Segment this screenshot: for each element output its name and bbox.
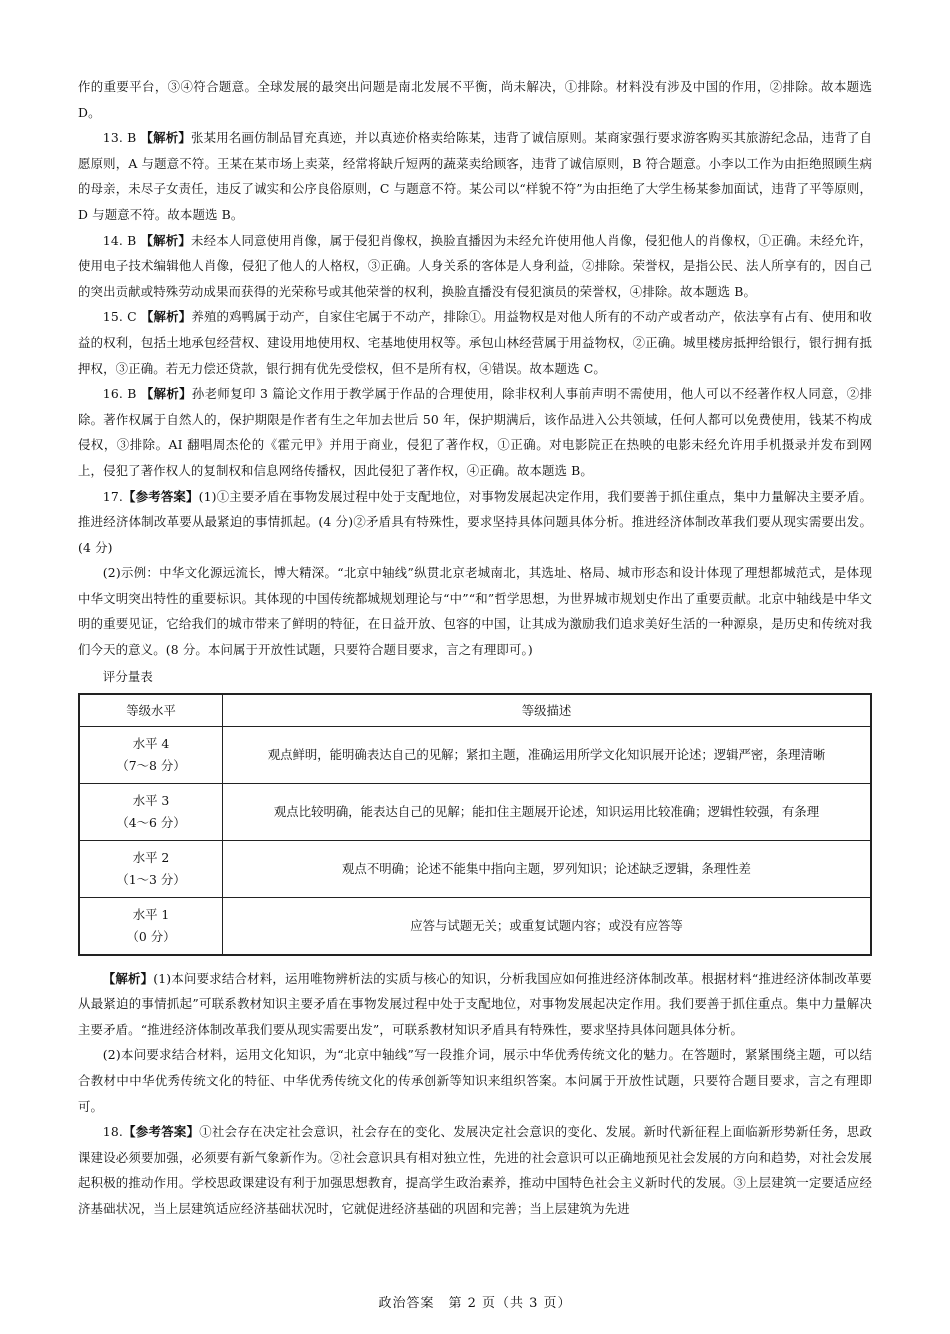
level-points: （7～8 分） — [116, 757, 186, 773]
paragraph-q17 — [78, 484, 872, 561]
reference-answer-text: (1)①主要矛盾在事物发展过程中处于支配地位，对事物发展起决定作用，我们要善于抓住重点，集中力量解决主要矛盾。推进经济体制改革要从最紧迫的事情抓起。(4 分)②矛盾具有特殊性，要求坚持具体问题具体分析。推进经济体制改革我们要从现实需要出发。(4 分) — [78, 488, 872, 555]
paragraph-q13 — [78, 125, 872, 227]
level-name: 水平 4 — [132, 735, 170, 751]
level-points: （4～6 分） — [116, 814, 186, 830]
analysis-text: 张某用名画仿制品冒充真迹，并以真迹价格卖给陈某，违背了诚信原则。某商家强行要求游客购买其旅游纪念品，违背了自愿原则，A 与题意不符。王某在某市场上卖菜，经常将缺斤短两的蔬菜卖给顾客，违背了诚信原则，B 符合题意。小李以工作为由拒绝照顾生病的母亲，未尽子女责任，违反了诚实和公序良俗原则，C 与题意不符。某公司以“样貌不符”为由拒绝了大学生杨某参加面试，违背了平等原则，D 与题意不符。故本题选 B。 — [78, 130, 872, 222]
level-name: 水平 1 — [132, 906, 170, 922]
description-cell: 观点不明确；论述不能集中指向主题，罗列知识；论述缺乏逻辑，条理性差 — [223, 840, 872, 897]
paragraph-q12-end: 作的重要平台，③④符合题意。全球发展的最突出问题是南北发展不平衡，尚未解决，①排除。材料没有涉及中国的作用，②排除。故本题选 D。 — [78, 79, 872, 120]
analysis-text: 养殖的鸡鸭属于动产，自家住宅属于不动产，排除①。用益物权是对他人所有的不动产或者动产，依法享有占有、使用和收益的权利，包括土地承包经营权、建设用地使用权、宅基地使用权等。承包山林经营属于用益物权，②正确。城里楼房抵押给银行，银行拥有抵押权，③正确。若无力偿还贷款，银行拥有优先受偿权，但不是所有权，④错误。故本题选 C。 — [78, 309, 873, 376]
answer-number: 14. B — [102, 232, 137, 248]
analysis-tag: 【解析】 — [140, 386, 192, 402]
level-points: （1～3 分） — [116, 871, 186, 887]
paragraph-q14 — [78, 228, 872, 305]
level-cell — [79, 897, 223, 955]
analysis-tag: 【解析】 — [102, 970, 154, 986]
table-caption: 评分量表 — [102, 668, 153, 684]
answer-number: 16. B — [102, 386, 137, 402]
analysis-tag: 【解析】 — [140, 309, 192, 325]
table-row — [79, 840, 871, 897]
analysis-text: 未经本人同意使用肖像，属于侵犯肖像权，换脸直播因为未经允许使用他人肖像，侵犯他人的肖像权，①正确。未经允许，使用电子技术编辑他人肖像，侵犯了他人的人格权，③正确。人身关系的客体是人身利益，②排除。荣誉权，是指公民、法人所享有的，因自己的突出贡献或特殊劳动成果而获得的光荣称号或其他荣誉的权利，换脸直播没有侵犯演员的荣誉权，④排除。故本题选 B。 — [78, 232, 872, 299]
paragraph-q16 — [78, 381, 872, 483]
paragraph-q17-analysis — [78, 966, 872, 1043]
description-cell: 观点鲜明，能明确表达自己的见解；紧扣主题，准确运用所学文化知识展开论述；逻辑严密，条理清晰 — [223, 726, 872, 783]
level-points: （0 分） — [126, 928, 176, 944]
header-level: 等级水平 — [79, 694, 223, 727]
table-row — [79, 897, 871, 955]
paragraph-q15 — [78, 304, 872, 381]
analysis-tag: 【解析】 — [140, 130, 191, 146]
level-name: 水平 2 — [132, 849, 170, 865]
answer-number: 18. — [102, 1124, 123, 1140]
level-name: 水平 3 — [132, 792, 170, 808]
level-cell — [79, 840, 223, 897]
header-description: 等级描述 — [223, 694, 872, 727]
paragraph-q18 — [78, 1119, 872, 1221]
reference-answer-text: ①社会存在决定社会意识，社会存在的变化、发展决定社会意识的变化、发展。新时代新征程上面临新形势新任务，思政课建设必须要加强，必须要有新气象新作为。②社会意识具有相对独立性，先进的社会意识可以正确地预见社会发展的方向和趋势，对社会发展起积极的推动作用。学校思政课建设有利于加强思想教育，提高学生政治素养，推动中国特色社会主义新时代的发展。③上层建筑一定要适应经济基础状况，当上层建筑适应经济基础状况时，它就促进经济基础的巩固和完善；当上层建筑为先进 — [78, 1124, 872, 1216]
analysis-text: 孙老师复印 3 篇论文作用于教学属于作品的合理使用，除非权利人事前声明不需使用，他人可以不经著作权人同意，②排除。著作权属于自然人的，保护期限是作者有生之年加去世后 50 年，保护期满后，该作品进入公共领域，任何人都可以免费使用，钱某不构成侵权，③排除。AI 翻唱周杰伦的《霍元甲》并用于商业，侵犯了著作权，①正确。对电影院正在热映的电影未经允许用手机摄录并发布到网上，侵犯了著作权人的复制权和信息网络传播权，因此侵犯了著作权，④正确。故本题选 B。 — [78, 386, 873, 478]
table-header-row — [79, 694, 871, 727]
reference-answer-tag: 【参考答案】 — [122, 1124, 200, 1140]
description-cell: 应答与试题无关；或重复试题内容；或没有应答等 — [223, 897, 872, 955]
description-cell: 观点比较明确，能表达自己的见解；能扣住主题展开论述，知识运用比较准确；逻辑性较强，有条理 — [223, 783, 872, 840]
answer-number: 13. B — [102, 130, 137, 146]
page-footer: 政治答案 第 2 页（共 3 页） — [378, 1296, 572, 1311]
answer-number: 17. — [102, 488, 123, 504]
table-row — [79, 783, 871, 840]
scoring-table — [78, 693, 872, 956]
table-row — [79, 726, 871, 783]
level-cell — [79, 726, 223, 783]
level-cell — [79, 783, 223, 840]
answer-number: 15. C — [102, 309, 137, 325]
paragraph-q17-analysis-part2: (2)本问要求结合材料，运用文化知识，为“北京中轴线”写一段推介词，展示中华优秀传统文化的魅力。在答题时，紧紧围绕主题，可以结合教材中中华优秀传统文化的特征、中华优秀传统文化的传承创新等知识来组织答案。本问属于开放性试题，只要符合题目要求，言之有理即可。 — [78, 1047, 872, 1114]
reference-answer-tag: 【参考答案】 — [122, 488, 199, 504]
analysis-text: (1)本问要求结合材料，运用唯物辨析法的实质与核心的知识，分析我国应如何推进经济体制改革。根据材料“推进经济体制改革要从最紧迫的事情抓起”可联系教材知识主要矛盾在事物发展过程中处于支配地位，对事物发展起决定作用。我们要善于抓住重点。集中力量解决主要矛盾。“推进经济体制改革我们要从现实需要出发”，可联系教材知识矛盾具有特殊性，要求坚持具体问题具体分析。 — [78, 970, 872, 1037]
analysis-tag: 【解析】 — [140, 232, 191, 248]
paragraph-q17-part2: (2)示例：中华文化源远流长，博大精深。“北京中轴线”纵贯北京老城南北，其选址、格局、城市形态和设计体现了理想都城范式，是体现中华文明突出特性的重要标识。其体现的中国传统都城规划理论与“中”“和”哲学思想，为世界城市规划史作出了重要贡献。北京中轴线是中华文明的重要见证，它给我们的城市带来了鲜明的特征，在日益开放、包容的中国，让其成为激励我们追求美好生活的一种源泉，是历史和传统对我们今天的意义。(8 分。本问属于开放性试题，只要符合题目要求，言之有理即可。) — [78, 565, 872, 658]
